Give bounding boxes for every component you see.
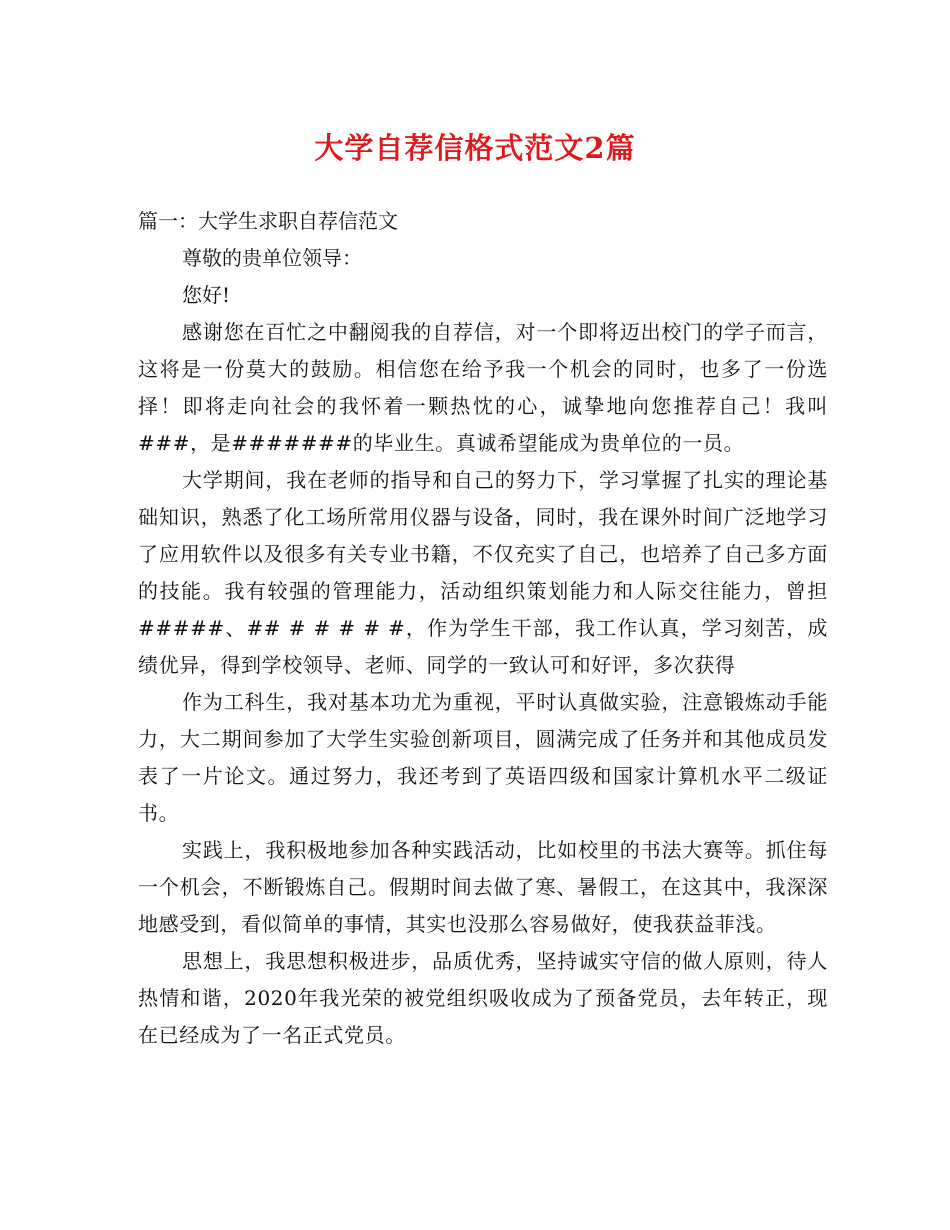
document-title: 大学自荐信格式范文2篇 — [314, 131, 636, 165]
paragraph-practice: 实践上，我积极地参加各种实践活动，比如校里的书法大赛等。抓住每一个机会，不断锻炼自己。假期时间去做了寒、暑假工，在这其中，我深深地感受到，看似简单的事情，其实也没那么容易做好，使我获益菲浅。 — [138, 838, 828, 936]
paragraph-engineering-skills: 作为工科生，我对基本功尤为重视，平时认真做实验，注意锻炼动手能力，大二期间参加了大学生实验创新项目，圆满完成了任务并和其他成员发表了一片论文。通过努力，我还考到了英语四级和国家计算机水平二级证书。 — [138, 690, 828, 825]
paragraph-ideology: 思想上，我思想积极进步，品质优秀，坚持诚实守信的做人原则，待人热情和谐，2020年我光荣的被党组织吸收成为了预备党员，去年转正，现在已经成为了一名正式党员。 — [138, 949, 828, 1047]
document-body — [138, 203, 828, 1054]
greeting: 您好! — [182, 283, 231, 307]
section-heading: 篇一：大学生求职自荐信范文 — [138, 209, 398, 233]
salutation: 尊敬的贵单位领导： — [182, 246, 362, 270]
paragraph-university-study: 大学期间，我在老师的指导和自己的努力下，学习掌握了扎实的理论基础知识，熟悉了化工场所常用仪器与设备，同时，我在课外时间广泛地学习了应用软件以及很多有关专业书籍，不仅充实了自己，也培养了自己多方面的技能。我有较强的管理能力，活动组织策划能力和人际交往能力，曾担#####、## # # # # #，作为学生干部，我工作认真，学习刻苦，成绩优异，得到学校领导、老师、同学的一致认可和好评，多次获得 — [138, 468, 828, 677]
paragraph-gratitude: 感谢您在百忙之中翻阅我的自荐信，对一个即将迈出校门的学子而言，这将是一份莫大的鼓励。相信您在给予我一个机会的同时，也多了一份选择！即将走向社会的我怀着一颗热忱的心，诚挚地向您推荐自己！我叫###，是#######的毕业生。真诚希望能成为贵单位的一员。 — [138, 320, 828, 455]
